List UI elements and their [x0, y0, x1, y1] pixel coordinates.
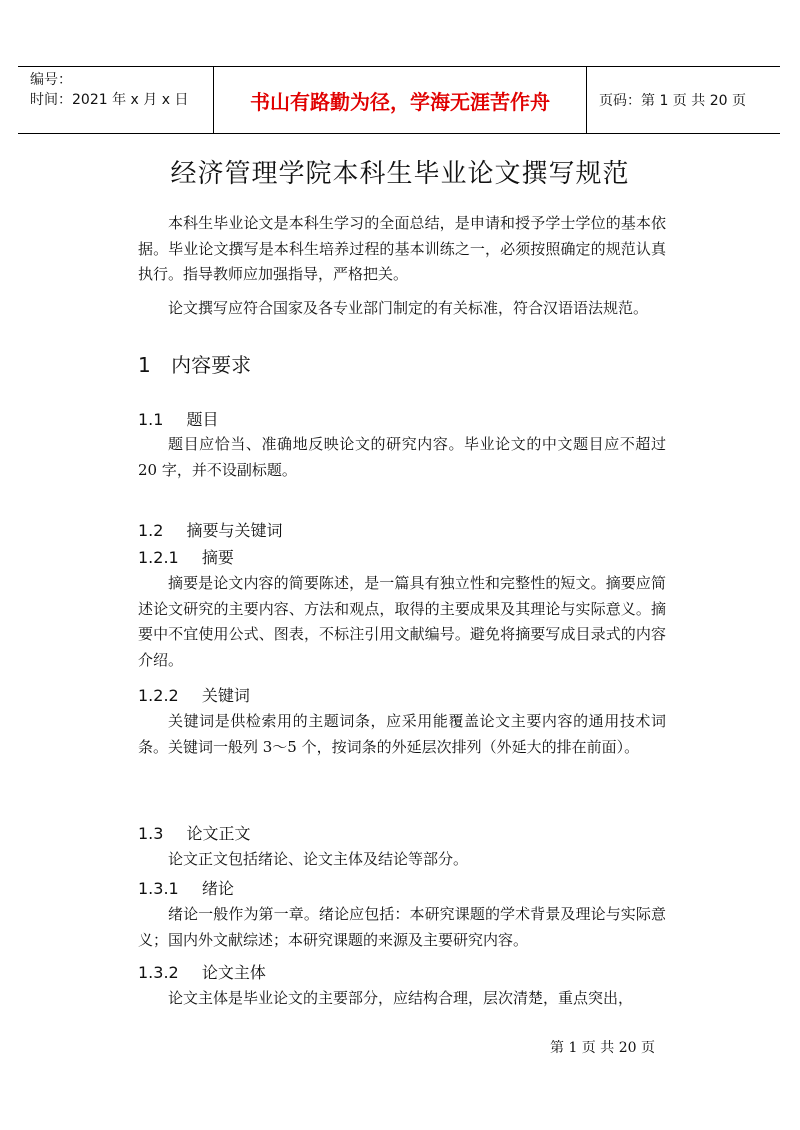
section-title: 论文正文 [186, 824, 251, 843]
section-number: 1.2 [138, 521, 164, 540]
header-page-info: 页码：第 1 页 共 20 页 [599, 93, 746, 109]
section-1-1-heading [138, 407, 219, 430]
section-title: 题目 [186, 410, 219, 429]
section-number: 1.3.1 [138, 879, 179, 898]
section-number: 1.2.2 [138, 686, 179, 705]
section-1-3-heading [138, 821, 251, 844]
section-1-3-2-heading [138, 960, 266, 983]
section-number: 1.1 [138, 410, 164, 429]
header-meta [18, 67, 213, 133]
section-1-2-1-heading [138, 545, 234, 568]
intro-paragraph-1: 本科生毕业论文是本科生学习的全面总结，是申请和授予学士学位的基本依据。毕业论文撰写是本科生培养过程的基本训练之一，必须按照确定的规范认真执行。指导教师应加强指导，严格把关。 [138, 214, 666, 283]
section-1-2-1-text: 摘要是论文内容的简要陈述，是一篇具有独立性和完整性的短文。摘要应简述论文研究的主要内容、方法和观点，取得的主要成果及其理论与实际意义。摘要中不宜使用公式、图表，不标注引用文献编号。避免将摘要写成目录式的内容介绍。 [138, 574, 666, 669]
date-text: 时间：2021 年 x 月 x 日 [30, 92, 189, 108]
page-header [18, 66, 780, 134]
section-1-3-text: 论文正文包括绪论、论文主体及结论等部分。 [168, 850, 469, 868]
intro-paragraph-2: 论文撰写应符合国家及各专业部门制定的有关标准，符合汉语语法规范。 [168, 299, 649, 317]
section-title: 内容要求 [171, 353, 252, 377]
section-title: 摘要与关键词 [186, 521, 283, 540]
section-1-2-2-text: 关键词是供检索用的主题词条，应采用能覆盖论文主要内容的通用技术词条。关键词一般列 3～5 个，按词条的外延层次排列（外延大的排在前面）。 [138, 712, 666, 756]
section-title: 关键词 [201, 686, 250, 705]
section-title: 摘要 [201, 548, 234, 567]
section-number: 1.3.2 [138, 963, 179, 982]
section-number: 1.3 [138, 824, 164, 843]
section-1-2-heading [138, 518, 283, 541]
section-title: 绪论 [201, 879, 234, 898]
section-1-heading [138, 349, 251, 378]
section-1-3-1-heading [138, 876, 234, 899]
section-title: 论文主体 [201, 963, 266, 982]
section-1-2-2-heading [138, 683, 250, 706]
section-number: 1.2.1 [138, 548, 179, 567]
page-footer: 第 1 页 共 20 页 [550, 1040, 655, 1056]
number-label: 编号： [30, 72, 72, 88]
section-1-3-2-text: 论文主体是毕业论文的主要部分，应结构合理，层次清楚，重点突出， [168, 989, 634, 1007]
section-1-3-1-text: 绪论一般作为第一章。绪论应包括：本研究课题的学术背景及理论与实际意义；国内外文献综述；本研究课题的来源及主要研究内容。 [138, 905, 666, 949]
section-1-1-text: 题目应恰当、准确地反映论文的研究内容。毕业论文的中文题目应不超过 20 字，并不设副标题。 [138, 435, 666, 479]
document-title: 经济管理学院本科生毕业论文撰写规范 [170, 159, 630, 189]
header-motto: 书山有路勤为径，学海无涯苦作舟 [213, 67, 587, 133]
section-number: 1 [138, 353, 151, 377]
